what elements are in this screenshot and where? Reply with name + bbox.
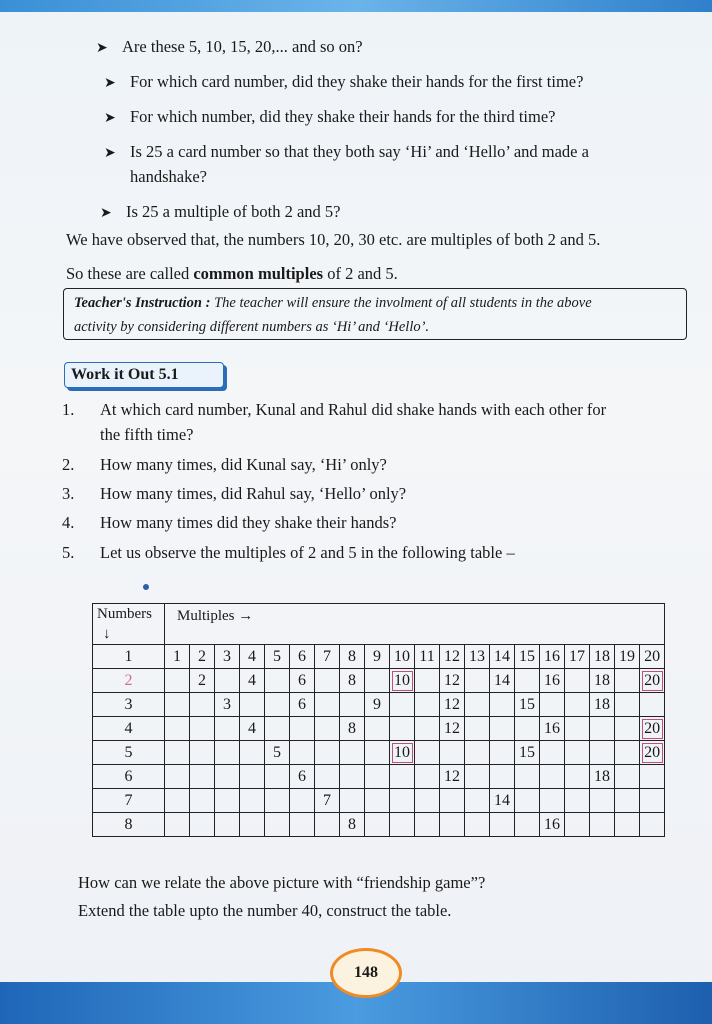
multiple-cell: [415, 765, 440, 789]
exercise-3: 3. How many times, did Rahul say, ‘Hello’ only?: [62, 484, 407, 503]
row-number-cell: 1: [93, 645, 165, 669]
exercise-2: 2. How many times, did Kunal say, ‘Hi’ only?: [62, 455, 387, 474]
arrow-bullet-icon: ➤: [104, 111, 116, 126]
multiple-cell: 8: [340, 645, 365, 669]
multiple-cell: [590, 741, 615, 765]
multiple-cell: 18: [590, 645, 615, 669]
row-number-cell: 6: [93, 765, 165, 789]
multiple-cell: 16: [540, 645, 565, 669]
footer-question-2: Extend the table upto the number 40, construct the table.: [78, 901, 452, 920]
multiple-cell: 9: [365, 645, 390, 669]
multiple-cell: 12: [440, 645, 465, 669]
multiple-cell: [415, 693, 440, 717]
table-row: [93, 789, 665, 813]
multiple-cell: [440, 789, 465, 813]
multiple-cell: [615, 789, 640, 813]
table-row: [93, 693, 665, 717]
multiple-cell: 9: [365, 693, 390, 717]
multiple-cell: 16: [540, 813, 565, 837]
table-row: [93, 813, 665, 837]
multiple-cell: [390, 717, 415, 741]
multiple-cell: [415, 813, 440, 837]
multiple-cell: [465, 789, 490, 813]
arrow-bullet-icon: ➤: [100, 206, 112, 221]
multiple-cell: [165, 765, 190, 789]
multiple-cell: [265, 717, 290, 741]
multiple-cell: 15: [515, 645, 540, 669]
multiple-cell: 17: [565, 645, 590, 669]
multiple-cell: [190, 765, 215, 789]
multiple-cell: [465, 717, 490, 741]
page-number: 148: [330, 948, 402, 998]
multiple-cell: 14: [490, 669, 515, 693]
multiple-cell: [615, 765, 640, 789]
multiple-cell: 12: [440, 765, 465, 789]
multiple-cell: [190, 813, 215, 837]
multiple-cell: 10: [390, 669, 415, 693]
multiple-cell: [240, 813, 265, 837]
multiple-cell: 20: [640, 645, 665, 669]
table-row: [93, 669, 665, 693]
multiple-cell: [215, 789, 240, 813]
row-number-cell: 5: [93, 741, 165, 765]
footer-question-1: How can we relate the above picture with “friendship game”?: [78, 873, 486, 892]
multiple-cell: [565, 717, 590, 741]
work-it-out-heading: Work it Out 5.1: [64, 362, 224, 388]
multiple-cell: 8: [340, 717, 365, 741]
row-number-cell: 2: [93, 669, 165, 693]
multiple-cell: 19: [615, 645, 640, 669]
multiple-cell: 4: [240, 669, 265, 693]
multiple-cell: [540, 789, 565, 813]
question-4: ➤ Is 25 a card number so that they both say ‘Hi’ and ‘Hello’ and made a: [104, 140, 589, 166]
common-multiples-text: So these are called common multiples of 2 and 5.: [66, 264, 398, 283]
multiple-cell: [490, 717, 515, 741]
multiple-cell: [340, 741, 365, 765]
multiple-cell: [165, 717, 190, 741]
multiple-cell: [365, 813, 390, 837]
multiple-cell: [515, 813, 540, 837]
multiple-cell: [390, 789, 415, 813]
multiple-cell: [490, 693, 515, 717]
multiple-cell: [265, 693, 290, 717]
multiple-cell: [290, 813, 315, 837]
table-header-row: [93, 604, 665, 645]
multiple-cell: [215, 765, 240, 789]
multiple-cell: [240, 789, 265, 813]
multiple-cell: 20: [640, 717, 665, 741]
multiple-cell: [415, 669, 440, 693]
exercise-1-continued: the fifth time?: [100, 425, 194, 444]
multiple-cell: 20: [640, 669, 665, 693]
multiple-cell: 4: [240, 645, 265, 669]
multiple-cell: 1: [165, 645, 190, 669]
multiple-cell: [590, 717, 615, 741]
multiple-cell: [190, 789, 215, 813]
arrow-bullet-icon: ➤: [96, 41, 108, 56]
multiple-cell: [165, 789, 190, 813]
multiple-cell: [215, 669, 240, 693]
row-number-cell: 4: [93, 717, 165, 741]
multiple-cell: [440, 813, 465, 837]
multiple-cell: [290, 717, 315, 741]
multiple-cell: [315, 765, 340, 789]
multiple-cell: 7: [315, 645, 340, 669]
multiple-cell: [615, 693, 640, 717]
multiple-cell: [415, 717, 440, 741]
multiple-cell: [565, 813, 590, 837]
multiple-cell: [565, 765, 590, 789]
multiple-cell: 16: [540, 669, 565, 693]
table-row: [93, 717, 665, 741]
multiple-cell: [615, 813, 640, 837]
multiple-cell: 18: [590, 765, 615, 789]
multiple-cell: 12: [440, 693, 465, 717]
multiple-cell: [540, 741, 565, 765]
multiple-cell: 20: [640, 741, 665, 765]
numbers-header: Numbers ↓: [93, 604, 165, 645]
exercise-5: 5. Let us observe the multiples of 2 and 5 in the following table –: [62, 543, 515, 562]
multiple-cell: 12: [440, 717, 465, 741]
multiple-cell: [340, 765, 365, 789]
multiple-cell: 6: [290, 669, 315, 693]
multiple-cell: [165, 813, 190, 837]
multiple-cell: [515, 669, 540, 693]
multiple-cell: [390, 813, 415, 837]
multiple-cell: [390, 693, 415, 717]
multiple-cell: [315, 669, 340, 693]
multiple-cell: [590, 813, 615, 837]
bullet-dot: [143, 584, 149, 590]
multiple-cell: [340, 693, 365, 717]
multiple-cell: [365, 741, 390, 765]
multiple-cell: [490, 765, 515, 789]
table-row: [93, 645, 665, 669]
multiple-cell: [365, 669, 390, 693]
multiple-cell: [565, 741, 590, 765]
multiple-cell: 4: [240, 717, 265, 741]
multiple-cell: [290, 789, 315, 813]
multiple-cell: [490, 813, 515, 837]
multiple-cell: [390, 765, 415, 789]
multiple-cell: [540, 765, 565, 789]
multiple-cell: [365, 717, 390, 741]
multiple-cell: [565, 693, 590, 717]
multiple-cell: [615, 669, 640, 693]
multiple-cell: [315, 717, 340, 741]
multiple-cell: 18: [590, 693, 615, 717]
multiple-cell: [365, 765, 390, 789]
row-number-cell: 3: [93, 693, 165, 717]
multiple-cell: 8: [340, 669, 365, 693]
multiple-cell: [465, 741, 490, 765]
multiple-cell: [215, 813, 240, 837]
top-color-band: [0, 0, 712, 12]
multiple-cell: [590, 789, 615, 813]
multiples-header: Multiples →: [165, 604, 665, 645]
question-1: ➤ Are these 5, 10, 15, 20,... and so on?: [96, 35, 363, 61]
multiple-cell: [440, 741, 465, 765]
row-number-cell: 7: [93, 789, 165, 813]
multiple-cell: 14: [490, 789, 515, 813]
row-number-cell: 8: [93, 813, 165, 837]
multiple-cell: [515, 717, 540, 741]
multiple-cell: [240, 741, 265, 765]
multiple-cell: [465, 693, 490, 717]
multiple-cell: [315, 741, 340, 765]
question-4-continued: handshake?: [130, 167, 207, 186]
multiple-cell: 3: [215, 645, 240, 669]
multiple-cell: 16: [540, 717, 565, 741]
multiple-cell: [465, 813, 490, 837]
arrow-bullet-icon: ➤: [104, 146, 116, 161]
multiple-cell: [240, 765, 265, 789]
multiple-cell: 5: [265, 645, 290, 669]
multiple-cell: [190, 693, 215, 717]
multiple-cell: [615, 741, 640, 765]
multiple-cell: 11: [415, 645, 440, 669]
multiple-cell: [165, 669, 190, 693]
multiple-cell: 2: [190, 669, 215, 693]
multiple-cell: [165, 741, 190, 765]
multiple-cell: [165, 693, 190, 717]
question-5: ➤ Is 25 a multiple of both 2 and 5?: [100, 200, 340, 226]
multiple-cell: [565, 789, 590, 813]
multiple-cell: [340, 789, 365, 813]
multiple-cell: 6: [290, 693, 315, 717]
multiple-cell: [265, 789, 290, 813]
multiple-cell: [615, 717, 640, 741]
multiple-cell: [290, 741, 315, 765]
multiple-cell: [315, 813, 340, 837]
multiple-cell: [640, 765, 665, 789]
exercise-4: 4. How many times did they shake their hands?: [62, 513, 397, 532]
multiple-cell: [515, 765, 540, 789]
multiple-cell: 15: [515, 741, 540, 765]
multiple-cell: 2: [190, 645, 215, 669]
question-3: ➤ For which number, did they shake their hands for the third time?: [104, 105, 556, 131]
multiple-cell: 8: [340, 813, 365, 837]
multiple-cell: [240, 693, 265, 717]
question-2: ➤ For which card number, did they shake their hands for the first time?: [104, 70, 583, 96]
multiple-cell: [190, 741, 215, 765]
multiple-cell: [565, 669, 590, 693]
multiple-cell: 7: [315, 789, 340, 813]
multiple-cell: [265, 765, 290, 789]
multiple-cell: 14: [490, 645, 515, 669]
multiple-cell: [215, 741, 240, 765]
multiple-cell: [540, 693, 565, 717]
observation-text: We have observed that, the numbers 10, 20, 30 etc. are multiples of both 2 and 5.: [66, 230, 601, 249]
multiple-cell: [265, 813, 290, 837]
multiple-cell: [465, 765, 490, 789]
multiple-cell: 10: [390, 645, 415, 669]
multiple-cell: 5: [265, 741, 290, 765]
arrow-bullet-icon: ➤: [104, 76, 116, 91]
multiple-cell: 18: [590, 669, 615, 693]
teacher-instruction-box: Teacher's Instruction : The teacher will ensure the involment of all students in the above activity by considering different numbers as ‘Hi’ and ‘Hello’.: [63, 288, 687, 340]
multiple-cell: 13: [465, 645, 490, 669]
multiple-cell: [315, 693, 340, 717]
multiple-cell: 3: [215, 693, 240, 717]
multiple-cell: [190, 717, 215, 741]
multiple-cell: 12: [440, 669, 465, 693]
table-row: [93, 765, 665, 789]
multiple-cell: [215, 717, 240, 741]
multiple-cell: [265, 669, 290, 693]
multiple-cell: 15: [515, 693, 540, 717]
multiple-cell: [640, 789, 665, 813]
exercise-1: 1. At which card number, Kunal and Rahul did shake hands with each other for: [62, 400, 607, 419]
multiple-cell: 6: [290, 765, 315, 789]
multiple-cell: [465, 669, 490, 693]
multiple-cell: [415, 741, 440, 765]
multiple-cell: [640, 693, 665, 717]
multiple-cell: [640, 813, 665, 837]
table-row: [93, 741, 665, 765]
multiple-cell: [415, 789, 440, 813]
multiples-table: [92, 603, 665, 837]
multiple-cell: [490, 741, 515, 765]
multiple-cell: [365, 789, 390, 813]
multiple-cell: [515, 789, 540, 813]
multiple-cell: 10: [390, 741, 415, 765]
multiple-cell: 6: [290, 645, 315, 669]
